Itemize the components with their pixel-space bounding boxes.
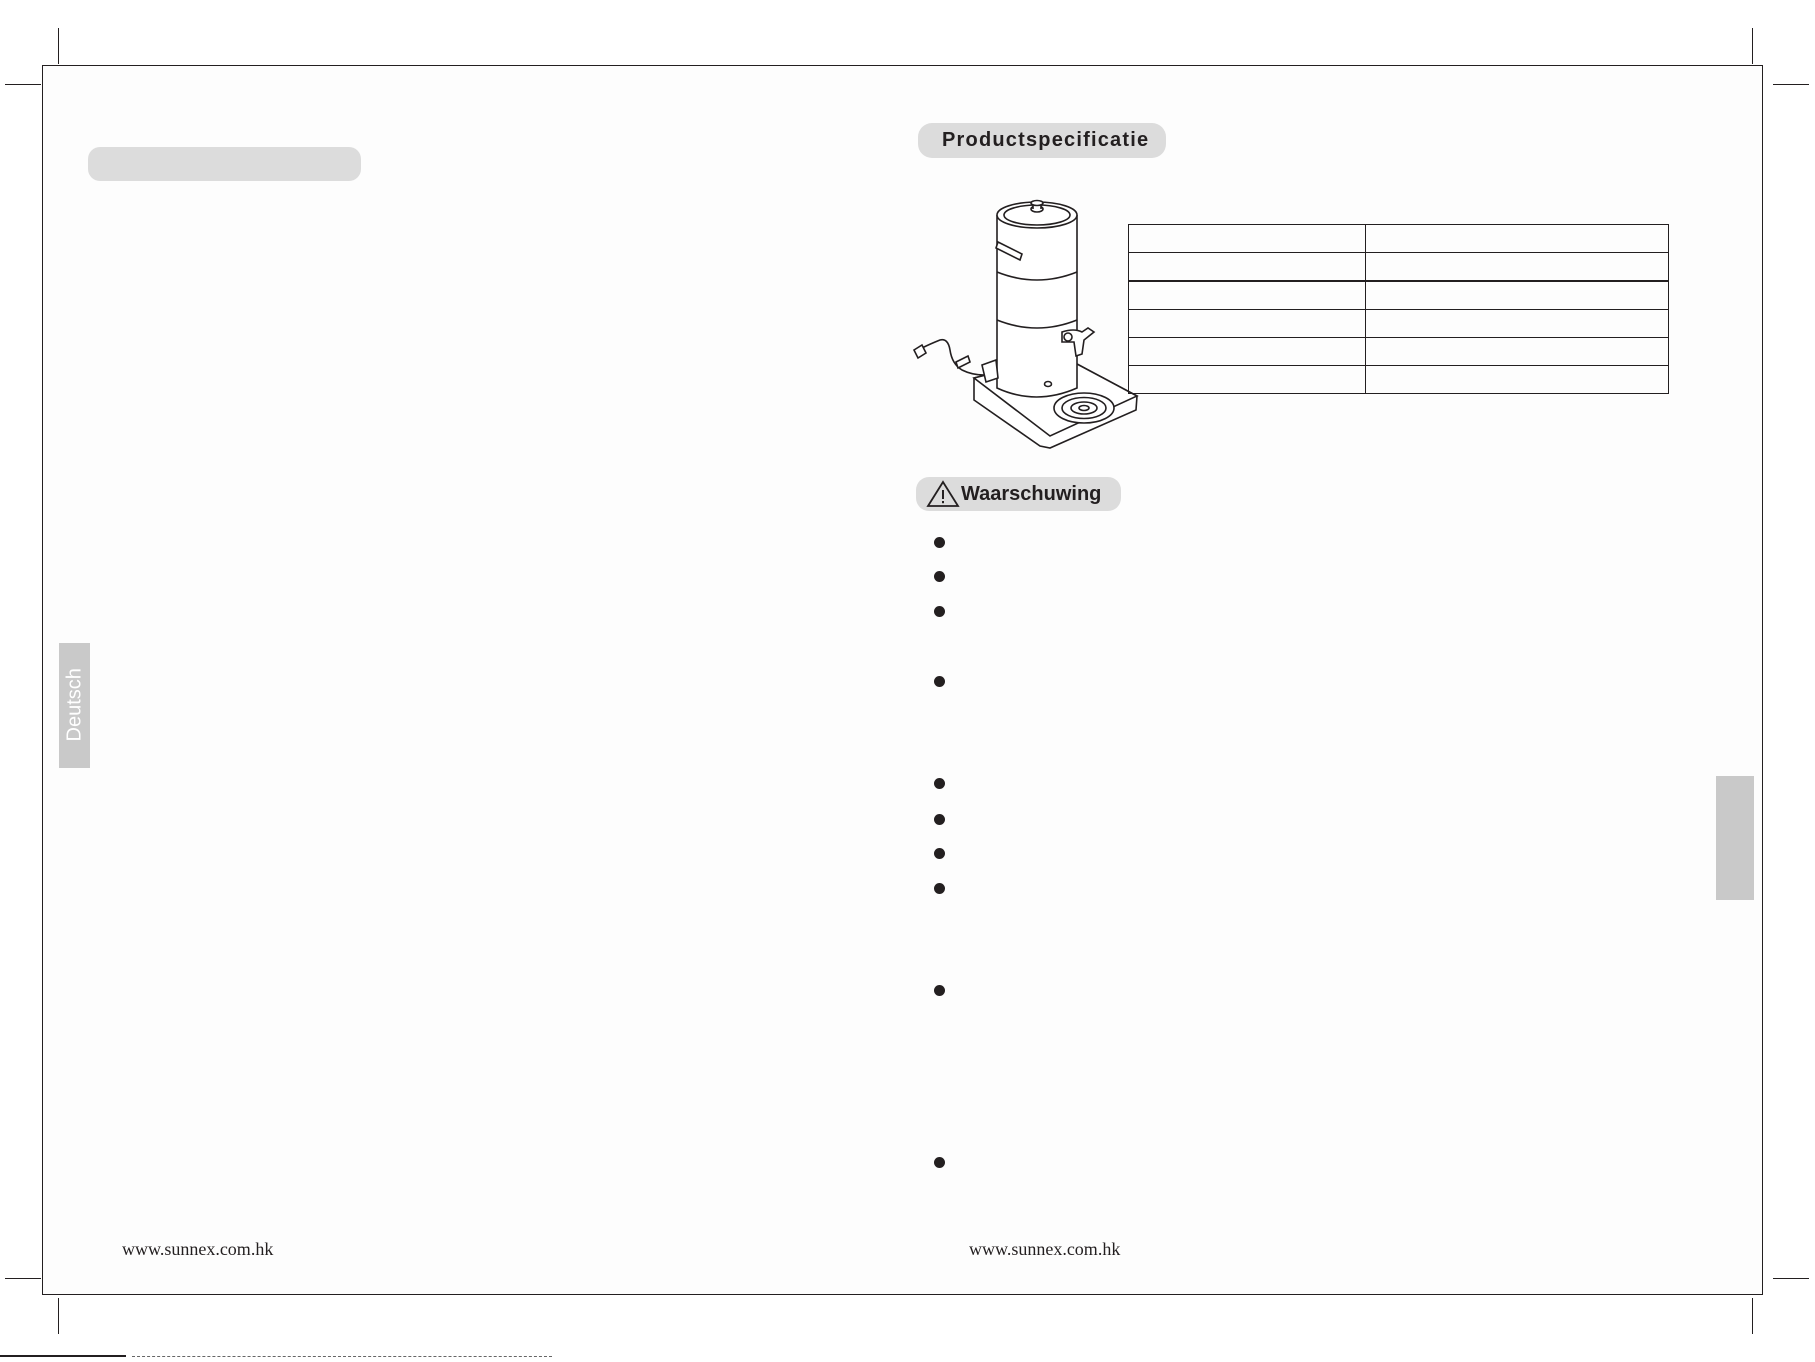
bullet-icon <box>934 985 945 996</box>
spec-table <box>1128 224 1669 394</box>
table-cell <box>1129 337 1366 365</box>
table-row <box>1129 337 1669 365</box>
warning-triangle-icon <box>926 480 960 508</box>
table-cell <box>1129 365 1366 393</box>
spec-heading-bar <box>918 123 1166 158</box>
table-row <box>1129 365 1669 393</box>
bullet-icon <box>934 537 945 548</box>
slug-line-dotted <box>132 1356 552 1357</box>
table-cell <box>1366 309 1669 337</box>
warning-heading: Waarschuwing <box>961 483 1102 505</box>
bullet-icon <box>934 606 945 617</box>
bullet-icon <box>934 1157 945 1168</box>
slug-line <box>0 1355 126 1357</box>
bullet-icon <box>934 676 945 687</box>
table-row <box>1129 225 1669 253</box>
crop-mark <box>5 1278 41 1279</box>
table-cell <box>1366 365 1669 393</box>
crop-mark <box>1752 28 1753 64</box>
bullet-icon <box>934 883 945 894</box>
crop-mark <box>1773 84 1809 85</box>
table-cell <box>1129 309 1366 337</box>
table-row <box>1129 309 1669 337</box>
crop-mark <box>58 1298 59 1334</box>
table-cell <box>1366 225 1669 253</box>
language-tab-label: Deutsch <box>63 668 86 742</box>
table-row <box>1129 252 1669 281</box>
language-tab-deutsch[interactable] <box>59 643 90 768</box>
crop-mark <box>1773 1278 1809 1279</box>
warning-heading-bar <box>916 477 1121 511</box>
table-cell <box>1129 281 1366 310</box>
language-tab-right[interactable] <box>1716 776 1754 900</box>
spec-heading: Productspecificatie <box>942 129 1150 151</box>
bullet-icon <box>934 814 945 825</box>
crop-mark <box>58 28 59 64</box>
table-cell <box>1366 337 1669 365</box>
table-cell <box>1129 252 1366 281</box>
water-boiler-illustration <box>912 190 1142 452</box>
crop-mark <box>5 84 41 85</box>
right-footer-url[interactable]: www.sunnex.com.hk <box>969 1239 1121 1259</box>
bullet-icon <box>934 571 945 582</box>
bullet-icon <box>934 848 945 859</box>
left-footer-url[interactable]: www.sunnex.com.hk <box>122 1239 274 1259</box>
table-cell <box>1129 225 1366 253</box>
table-cell <box>1366 281 1669 310</box>
table-cell <box>1366 252 1669 281</box>
left-heading-bar <box>88 147 361 181</box>
bullet-icon <box>934 778 945 789</box>
crop-mark <box>1752 1298 1753 1334</box>
table-row <box>1129 281 1669 310</box>
